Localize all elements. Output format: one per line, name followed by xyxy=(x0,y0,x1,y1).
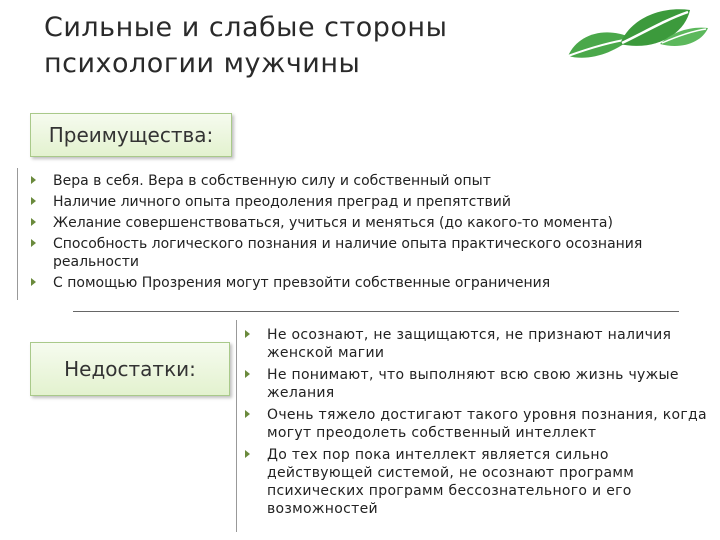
list-item xyxy=(267,446,707,518)
title-line-2: психологии мужчины xyxy=(44,48,361,79)
advantages-label xyxy=(30,113,232,157)
list-item xyxy=(267,366,707,402)
bullet-arrow-icon xyxy=(245,410,250,418)
bullet-arrow-icon xyxy=(31,176,36,184)
list-item-text: Вера в себя. Вера в собственную силу и собственный опыт xyxy=(53,173,491,189)
list-item-text: Способность логического познания и наличие опыта практического осознания реальности xyxy=(53,236,643,270)
list-item-text: Наличие личного опыта преодоления преград и препятствий xyxy=(53,194,511,210)
bullet-arrow-icon xyxy=(31,278,36,286)
title-line-1: Сильные и слабые стороны xyxy=(44,12,448,43)
bullet-arrow-icon xyxy=(31,197,36,205)
bullet-arrow-icon xyxy=(245,450,250,458)
advantages-list xyxy=(53,172,703,295)
list-item xyxy=(53,235,703,271)
list-item-text: Желание совершенствоваться, учиться и меняться (до какого-то момента) xyxy=(53,215,613,231)
list-item xyxy=(53,274,703,292)
disadvantages-label-text: Недостатки: xyxy=(64,357,196,381)
advantages-divider-line xyxy=(17,168,18,300)
disadvantages-label xyxy=(30,342,230,396)
advantages-label-text: Преимущества: xyxy=(48,123,214,147)
slide-title xyxy=(44,10,524,82)
disadvantages-list xyxy=(267,326,707,522)
disadvantages-divider-line xyxy=(236,320,237,532)
list-item-text: Очень тяжело достигают такого уровня познания, когда могут преодолеть собственный интеллект xyxy=(267,407,707,441)
leaves-logo-icon xyxy=(560,4,710,66)
list-item xyxy=(267,406,707,442)
bullet-arrow-icon xyxy=(245,330,250,338)
bullet-arrow-icon xyxy=(31,239,36,247)
list-item xyxy=(267,326,707,362)
list-item-text: Не понимают, что выполняют всю свою жизнь чужые желания xyxy=(267,367,679,401)
list-item-text: С помощью Прозрения могут превзойти собственные ограничения xyxy=(53,275,551,291)
bullet-arrow-icon xyxy=(245,370,250,378)
list-item-text: Не осознают, не защищаются, не признают наличия женской магии xyxy=(267,327,672,361)
list-item-text: До тех пор пока интеллект является сильно действующей системой, не осознают программ психических программ бессознательного и его возможностей xyxy=(267,447,635,517)
list-item xyxy=(53,193,703,211)
list-item xyxy=(53,172,703,190)
list-item xyxy=(53,214,703,232)
bullet-arrow-icon xyxy=(31,218,36,226)
section-separator xyxy=(73,311,679,312)
